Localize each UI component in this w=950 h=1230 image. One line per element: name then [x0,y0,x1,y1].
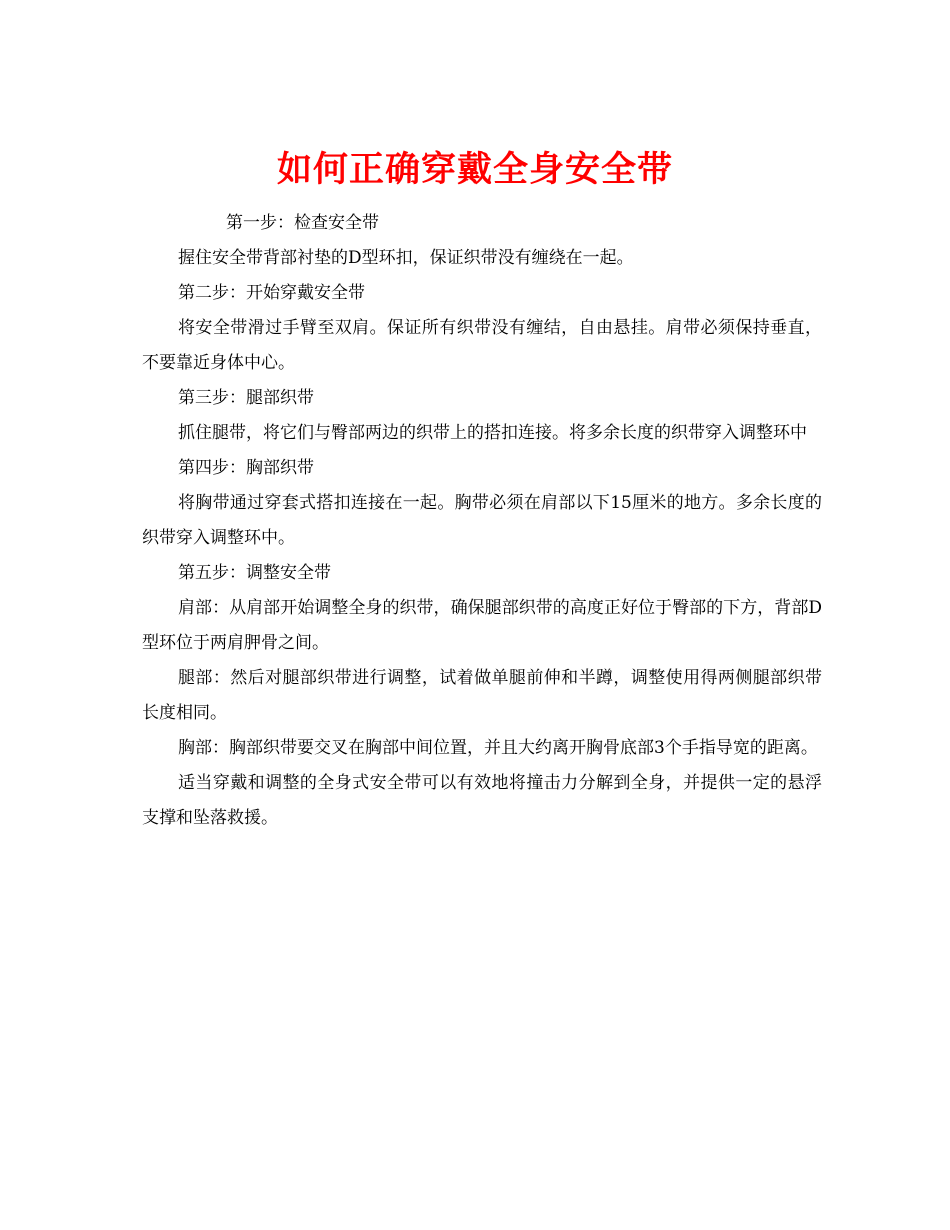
paragraph: 握住安全带背部衬垫的D型环扣，保证织带没有缠绕在一起。 [178,248,634,268]
paragraph-shoulder: 肩部：从肩部开始调整全身的织带，确保腿部织带的高度正好位于臀部的下方，背部D型环位于两肩胛骨之间。 [142,598,822,653]
step-four-heading: 第四步：胸部织带 [178,458,314,478]
paragraph-chest: 胸部：胸部织带要交叉在胸部中间位置，并且大约离开胸骨底部3个手指导宽的距离。 [178,738,818,758]
paragraph: 将安全带滑过手臂至双肩。保证所有织带没有缠结，自由悬挂。肩带必须保持垂直，不要靠近身体中心。 [142,318,822,373]
step-two-heading: 第二步：开始穿戴安全带 [178,283,365,303]
paragraph-conclusion: 适当穿戴和调整的全身式安全带可以有效地将撞击力分解到全身，并提供一定的悬浮支撑和坠落救援。 [142,773,822,828]
step-one-heading: 第一步：检查安全带 [226,213,379,233]
document-body [142,206,822,836]
step-three-heading: 第三步：腿部织带 [178,388,314,408]
step-five-heading: 第五步：调整安全带 [178,563,331,583]
document-title: 如何正确穿戴全身安全带 [276,149,673,191]
paragraph: 将胸带通过穿套式搭扣连接在一起。胸带必须在肩部以下15厘米的地方。多余长度的织带穿入调整环中。 [142,493,822,548]
paragraph: 抓住腿带，将它们与臀部两边的织带上的搭扣连接。将多余长度的织带穿入调整环中 [178,423,807,443]
paragraph-leg: 腿部：然后对腿部织带进行调整，试着做单腿前伸和半蹲，调整使用得两侧腿部织带长度相同。 [142,668,822,723]
